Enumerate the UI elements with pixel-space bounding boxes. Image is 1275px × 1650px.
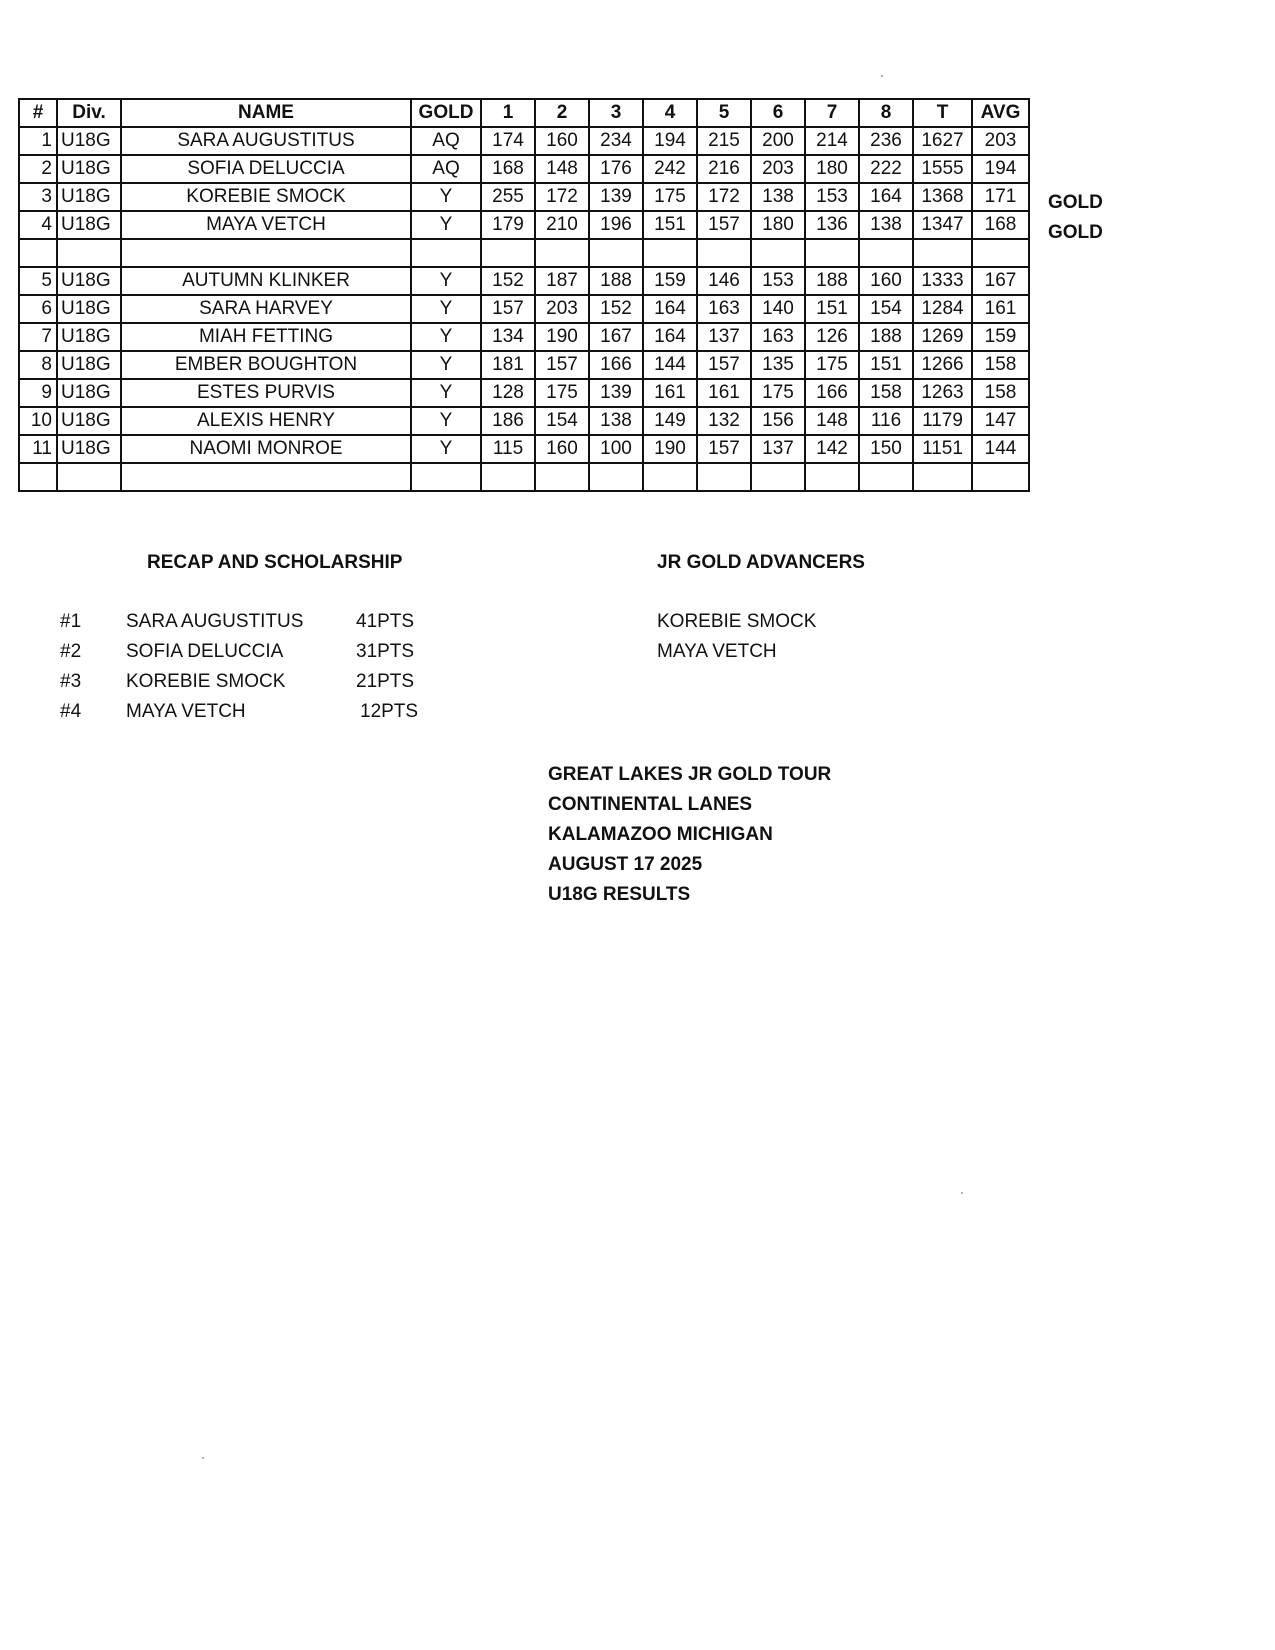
table-cell: 161 (643, 379, 697, 407)
table-cell (57, 463, 121, 491)
table-cell (589, 239, 643, 267)
table-cell: U18G (57, 323, 121, 351)
column-header: 6 (751, 99, 805, 127)
table-cell: 134 (481, 323, 535, 351)
table-cell: 180 (751, 211, 805, 239)
table-cell: 171 (972, 183, 1029, 211)
recap-rank: #2 (60, 641, 82, 662)
table-cell: 154 (859, 295, 913, 323)
table-cell: 187 (535, 267, 589, 295)
gold-marks (1048, 188, 1103, 248)
table-row (19, 267, 1029, 295)
table-cell (589, 463, 643, 491)
table-header-row (19, 99, 1029, 127)
table-cell (535, 239, 589, 267)
table-row (19, 295, 1029, 323)
table-cell: 160 (535, 435, 589, 463)
results-table (18, 98, 1030, 492)
recap-name: SARA AUGUSTITUS (126, 611, 304, 632)
recap-rank: #3 (60, 671, 82, 692)
table-cell: SARA HARVEY (121, 295, 411, 323)
table-cell: 157 (697, 435, 751, 463)
table-cell: 115 (481, 435, 535, 463)
table-row (19, 351, 1029, 379)
table-cell: 151 (805, 295, 859, 323)
table-cell: 153 (805, 183, 859, 211)
recap-points: 31PTS (356, 641, 415, 662)
table-cell: 222 (859, 155, 913, 183)
table-cell: 158 (972, 379, 1029, 407)
table-cell: 216 (697, 155, 751, 183)
table-cell: U18G (57, 183, 121, 211)
table-cell: 175 (643, 183, 697, 211)
table-cell: 203 (751, 155, 805, 183)
table-cell: 138 (589, 407, 643, 435)
table-cell: 236 (859, 127, 913, 155)
table-cell: MAYA VETCH (121, 211, 411, 239)
table-cell: 132 (697, 407, 751, 435)
table-row (19, 183, 1029, 211)
table-cell: 190 (643, 435, 697, 463)
table-cell: 174 (481, 127, 535, 155)
table-cell (751, 463, 805, 491)
table-cell: 146 (697, 267, 751, 295)
table-cell: 8 (19, 351, 57, 379)
table-cell: 181 (481, 351, 535, 379)
table-cell: 152 (589, 295, 643, 323)
table-cell: 242 (643, 155, 697, 183)
table-cell (121, 463, 411, 491)
table-cell (121, 239, 411, 267)
table-cell: 1333 (913, 267, 972, 295)
table-cell (535, 463, 589, 491)
table-cell (751, 239, 805, 267)
table-cell: 161 (697, 379, 751, 407)
table-row (19, 407, 1029, 435)
table-cell: 175 (805, 351, 859, 379)
table-cell: Y (411, 323, 481, 351)
column-header: 2 (535, 99, 589, 127)
table-cell: 11 (19, 435, 57, 463)
table-cell (805, 463, 859, 491)
recap-name: MAYA VETCH (126, 701, 246, 722)
table-cell: 3 (19, 183, 57, 211)
table-cell: Y (411, 379, 481, 407)
table-cell: AQ (411, 155, 481, 183)
recap-item (60, 697, 420, 727)
table-cell (697, 463, 751, 491)
table-cell: 147 (972, 407, 1029, 435)
table-cell: 148 (535, 155, 589, 183)
table-cell (643, 463, 697, 491)
column-header: 3 (589, 99, 643, 127)
table-cell: U18G (57, 211, 121, 239)
table-cell: U18G (57, 267, 121, 295)
table-cell: 163 (751, 323, 805, 351)
table-cell: Y (411, 183, 481, 211)
table-cell: 168 (972, 211, 1029, 239)
table-cell: AUTUMN KLINKER (121, 267, 411, 295)
table-cell (19, 463, 57, 491)
table-cell (913, 463, 972, 491)
table-cell: 175 (535, 379, 589, 407)
advancer-name: MAYA VETCH (657, 641, 777, 662)
table-cell: SOFIA DELUCCIA (121, 155, 411, 183)
table-cell: U18G (57, 379, 121, 407)
table-cell: 157 (697, 351, 751, 379)
table-cell: 1269 (913, 323, 972, 351)
table-cell: 138 (751, 183, 805, 211)
table-cell (913, 239, 972, 267)
table-cell: 9 (19, 379, 57, 407)
table-cell: Y (411, 351, 481, 379)
table-cell: 203 (535, 295, 589, 323)
column-header: 1 (481, 99, 535, 127)
advancers-list (657, 607, 816, 667)
table-cell (972, 463, 1029, 491)
recap-points: 41PTS (356, 611, 415, 632)
table-cell: ESTES PURVIS (121, 379, 411, 407)
table-cell: 139 (589, 379, 643, 407)
table-cell: 137 (751, 435, 805, 463)
gold-mark: GOLD (1048, 222, 1103, 243)
table-cell: MIAH FETTING (121, 323, 411, 351)
advancer-name: KOREBIE SMOCK (657, 611, 817, 632)
table-cell: 175 (751, 379, 805, 407)
table-cell: 1179 (913, 407, 972, 435)
table-cell: 135 (751, 351, 805, 379)
table-cell: 144 (643, 351, 697, 379)
table-cell: 150 (859, 435, 913, 463)
table-cell: 1 (19, 127, 57, 155)
table-cell (411, 239, 481, 267)
scan-speck (881, 75, 883, 77)
event-date: AUGUST 17 2025 (548, 854, 703, 875)
table-cell: KOREBIE SMOCK (121, 183, 411, 211)
table-cell: 210 (535, 211, 589, 239)
event-venue: CONTINENTAL LANES (548, 794, 753, 815)
advancers-heading: JR GOLD ADVANCERS (657, 552, 865, 573)
recap-rank: #1 (60, 611, 82, 632)
table-cell: U18G (57, 295, 121, 323)
recap-item (60, 667, 420, 697)
table-cell: Y (411, 435, 481, 463)
table-cell: 157 (481, 295, 535, 323)
table-cell: U18G (57, 435, 121, 463)
column-header: AVG (972, 99, 1029, 127)
table-row (19, 379, 1029, 407)
table-cell (57, 239, 121, 267)
table-cell: 138 (859, 211, 913, 239)
table-cell: 137 (697, 323, 751, 351)
recap-name: SOFIA DELUCCIA (126, 641, 284, 662)
table-cell: 186 (481, 407, 535, 435)
table-row (19, 239, 1029, 267)
table-cell: 179 (481, 211, 535, 239)
table-cell: AQ (411, 127, 481, 155)
table-cell: U18G (57, 127, 121, 155)
recap-points: 21PTS (356, 671, 415, 692)
table-cell: 200 (751, 127, 805, 155)
table-cell (481, 239, 535, 267)
table-cell: 153 (751, 267, 805, 295)
table-cell: 168 (481, 155, 535, 183)
table-cell: 136 (805, 211, 859, 239)
column-header: 5 (697, 99, 751, 127)
table-cell: 142 (805, 435, 859, 463)
table-cell: 196 (589, 211, 643, 239)
table-cell: 1284 (913, 295, 972, 323)
table-cell: 144 (972, 435, 1029, 463)
table-cell: 194 (972, 155, 1029, 183)
column-header: Div. (57, 99, 121, 127)
table-cell (411, 463, 481, 491)
column-header: 8 (859, 99, 913, 127)
table-cell: 139 (589, 183, 643, 211)
table-cell: 188 (589, 267, 643, 295)
table-cell: ALEXIS HENRY (121, 407, 411, 435)
table-cell: 188 (859, 323, 913, 351)
table-cell: 214 (805, 127, 859, 155)
table-cell: 1263 (913, 379, 972, 407)
table-cell (805, 239, 859, 267)
table-cell: U18G (57, 351, 121, 379)
table-cell: 190 (535, 323, 589, 351)
table-cell: 180 (805, 155, 859, 183)
table-cell: 157 (535, 351, 589, 379)
table-row (19, 463, 1029, 491)
table-cell: 4 (19, 211, 57, 239)
column-header: # (19, 99, 57, 127)
recap-name: KOREBIE SMOCK (126, 671, 286, 692)
table-cell: 1347 (913, 211, 972, 239)
table-row (19, 155, 1029, 183)
table-cell: 140 (751, 295, 805, 323)
recap-list (60, 607, 420, 727)
table-cell: 167 (972, 267, 1029, 295)
table-row (19, 435, 1029, 463)
table-cell: 164 (643, 323, 697, 351)
table-row (19, 127, 1029, 155)
table-cell: 159 (643, 267, 697, 295)
table-cell: 1368 (913, 183, 972, 211)
table-cell: 164 (643, 295, 697, 323)
table-cell: Y (411, 407, 481, 435)
table-cell: Y (411, 267, 481, 295)
table-cell: 163 (697, 295, 751, 323)
table-cell: 172 (697, 183, 751, 211)
recap-item (60, 637, 420, 667)
table-cell: 172 (535, 183, 589, 211)
recap-points: 12PTS (360, 701, 419, 722)
table-cell: 1555 (913, 155, 972, 183)
table-cell: 160 (859, 267, 913, 295)
table-cell: 215 (697, 127, 751, 155)
event-tour: GREAT LAKES JR GOLD TOUR (548, 764, 832, 785)
event-info (548, 760, 831, 910)
table-cell: 1266 (913, 351, 972, 379)
event-location: KALAMAZOO MICHIGAN (548, 824, 773, 845)
table-cell: 160 (535, 127, 589, 155)
table-cell (19, 239, 57, 267)
table-cell: 255 (481, 183, 535, 211)
table-cell: 1627 (913, 127, 972, 155)
event-results-label: U18G RESULTS (548, 884, 691, 905)
table-cell: 149 (643, 407, 697, 435)
table-cell: EMBER BOUGHTON (121, 351, 411, 379)
column-header: T (913, 99, 972, 127)
column-header: NAME (121, 99, 411, 127)
table-cell: 6 (19, 295, 57, 323)
table-cell: U18G (57, 407, 121, 435)
column-header: 4 (643, 99, 697, 127)
table-cell: 161 (972, 295, 1029, 323)
table-cell: 158 (859, 379, 913, 407)
table-row (19, 211, 1029, 239)
table-cell: 126 (805, 323, 859, 351)
table-cell: 151 (643, 211, 697, 239)
scan-speck (202, 1457, 204, 1459)
table-cell: 152 (481, 267, 535, 295)
table-cell: 167 (589, 323, 643, 351)
table-cell: 234 (589, 127, 643, 155)
table-cell (697, 239, 751, 267)
recap-heading: RECAP AND SCHOLARSHIP (147, 552, 403, 573)
table-cell: 5 (19, 267, 57, 295)
table-cell: 148 (805, 407, 859, 435)
table-cell: 158 (972, 351, 1029, 379)
table-cell: 116 (859, 407, 913, 435)
table-cell (972, 239, 1029, 267)
column-header: 7 (805, 99, 859, 127)
table-cell: 7 (19, 323, 57, 351)
table-cell: 203 (972, 127, 1029, 155)
table-row (19, 323, 1029, 351)
table-cell (859, 239, 913, 267)
table-cell: 188 (805, 267, 859, 295)
table-cell: 166 (805, 379, 859, 407)
table-cell: 166 (589, 351, 643, 379)
column-header: GOLD (411, 99, 481, 127)
table-cell: 10 (19, 407, 57, 435)
table-cell: Y (411, 295, 481, 323)
table-cell: U18G (57, 155, 121, 183)
table-cell: 156 (751, 407, 805, 435)
table-cell: 151 (859, 351, 913, 379)
table-cell: 128 (481, 379, 535, 407)
recap-rank: #4 (60, 701, 82, 722)
gold-mark: GOLD (1048, 192, 1103, 213)
table-cell (481, 463, 535, 491)
table-cell: 159 (972, 323, 1029, 351)
recap-item (60, 607, 420, 637)
table-cell: 2 (19, 155, 57, 183)
table-cell (859, 463, 913, 491)
table-cell: 100 (589, 435, 643, 463)
table-cell: 154 (535, 407, 589, 435)
table-cell: Y (411, 211, 481, 239)
table-cell: 1151 (913, 435, 972, 463)
table-cell: NAOMI MONROE (121, 435, 411, 463)
table-cell: 194 (643, 127, 697, 155)
table-cell: 157 (697, 211, 751, 239)
table-cell: SARA AUGUSTITUS (121, 127, 411, 155)
table-cell: 176 (589, 155, 643, 183)
table-cell (643, 239, 697, 267)
scan-speck (961, 1192, 963, 1194)
table-cell: 164 (859, 183, 913, 211)
